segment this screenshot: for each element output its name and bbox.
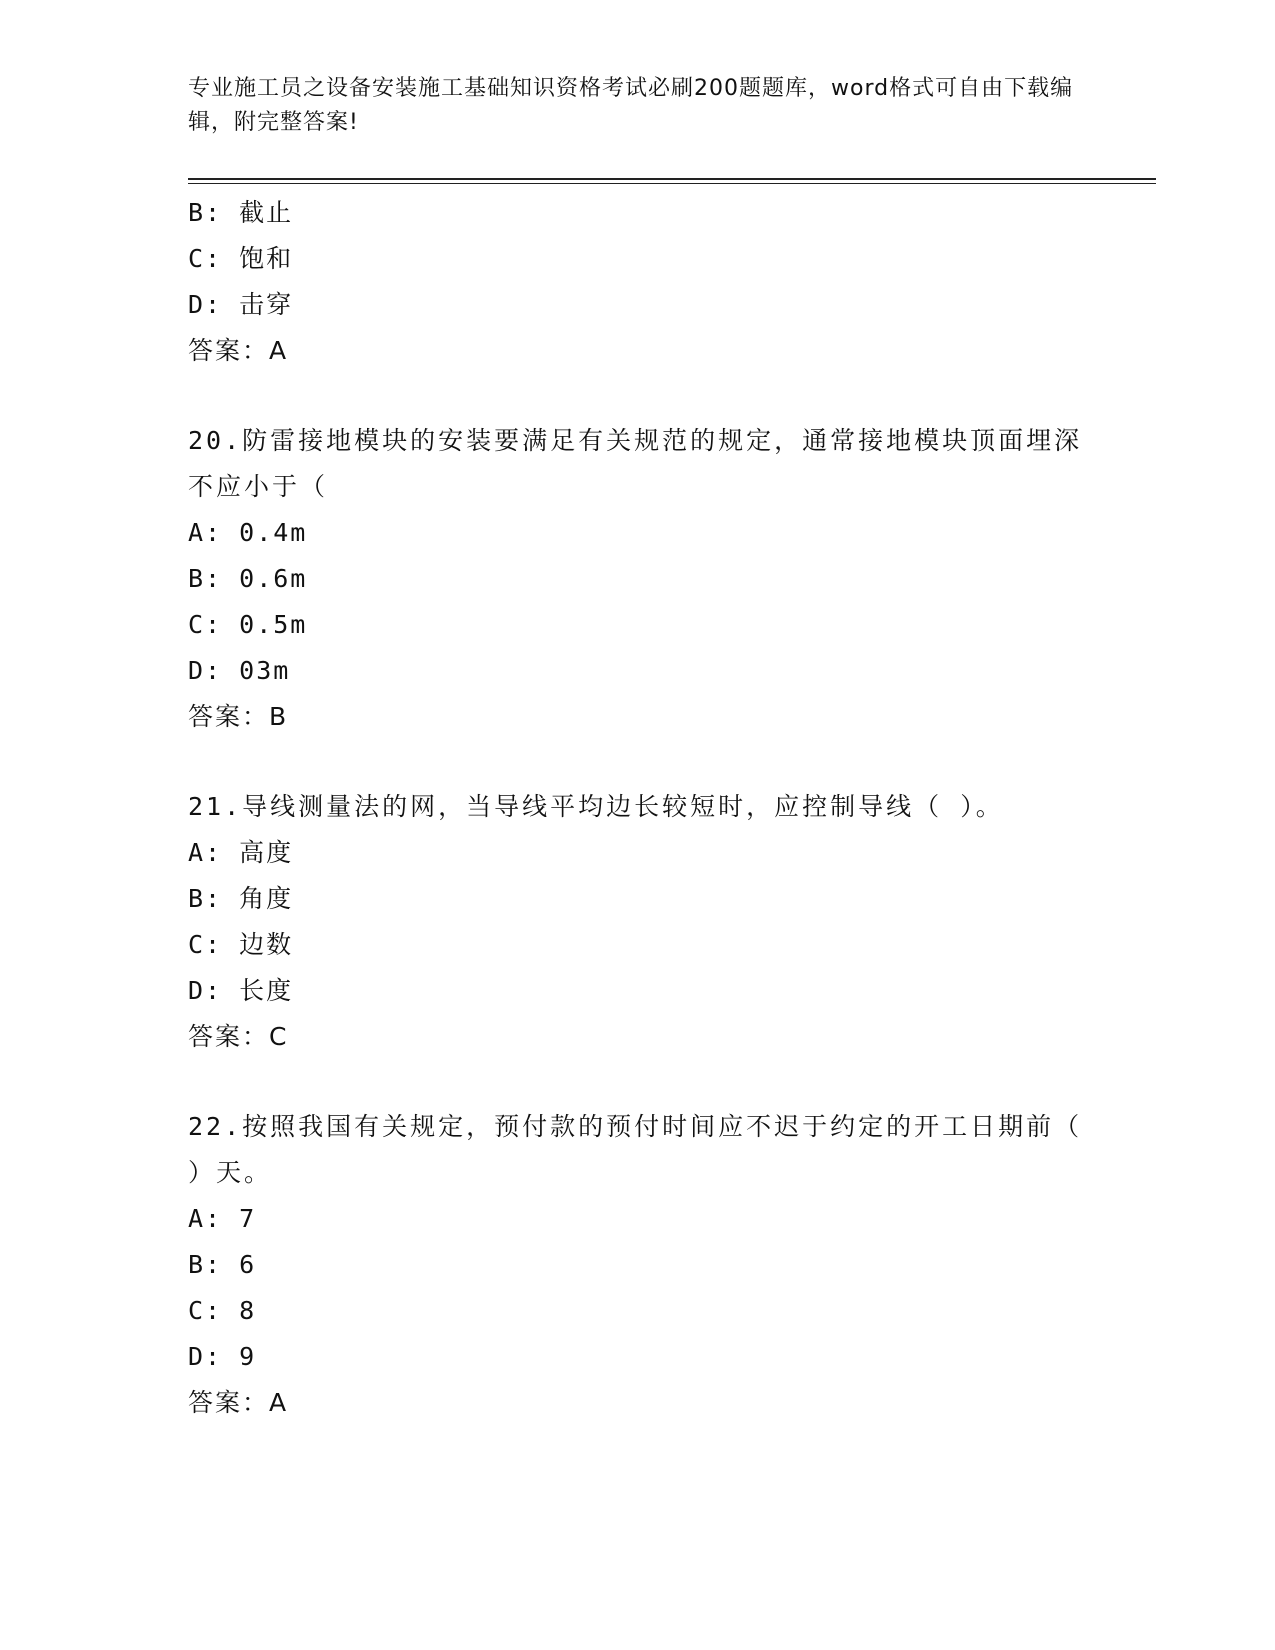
- option-c: C: 8: [188, 1296, 257, 1325]
- question-19-continuation: [188, 190, 1088, 374]
- question-21: [188, 784, 1088, 1060]
- answer: 答案：C: [188, 1022, 289, 1051]
- option-c: C: 饱和: [188, 244, 294, 273]
- option-a: A: 0.4m: [188, 518, 308, 547]
- question-text: 20.防雷接地模块的安装要满足有关规范的规定，通常接地模块顶面埋深不应小于（: [188, 426, 1083, 501]
- question-text: 21.导线测量法的网，当导线平均边长较短时，应控制导线（ ）。: [188, 792, 1004, 821]
- question-20: [188, 418, 1088, 740]
- answer: 答案：A: [188, 336, 289, 365]
- page-header: 专业施工员之设备安装施工基础知识资格考试必刷200题题库，word格式可自由下载编辑，附完整答案!: [188, 76, 1074, 135]
- question-text: 22.按照我国有关规定，预付款的预付时间应不迟于约定的开工日期前（ ）天。: [188, 1112, 1083, 1187]
- answer: 答案：B: [188, 702, 289, 731]
- option-b: B: 截止: [188, 198, 294, 227]
- option-b: B: 6: [188, 1250, 257, 1279]
- option-d: D: 长度: [188, 976, 294, 1005]
- question-list: [188, 190, 1088, 1426]
- header-divider: [188, 178, 1156, 180]
- question-22: [188, 1104, 1088, 1426]
- option-b: B: 角度: [188, 884, 294, 913]
- answer: 答案：A: [188, 1388, 289, 1417]
- option-c: C: 0.5m: [188, 610, 308, 639]
- option-d: D: 击穿: [188, 290, 294, 319]
- header-divider-thin: [188, 183, 1156, 184]
- option-c: C: 边数: [188, 930, 294, 959]
- option-d: D: 9: [188, 1342, 257, 1371]
- option-d: D: 03m: [188, 656, 291, 685]
- option-a: A: 7: [188, 1204, 257, 1233]
- option-a: A: 高度: [188, 838, 294, 867]
- option-b: B: 0.6m: [188, 564, 308, 593]
